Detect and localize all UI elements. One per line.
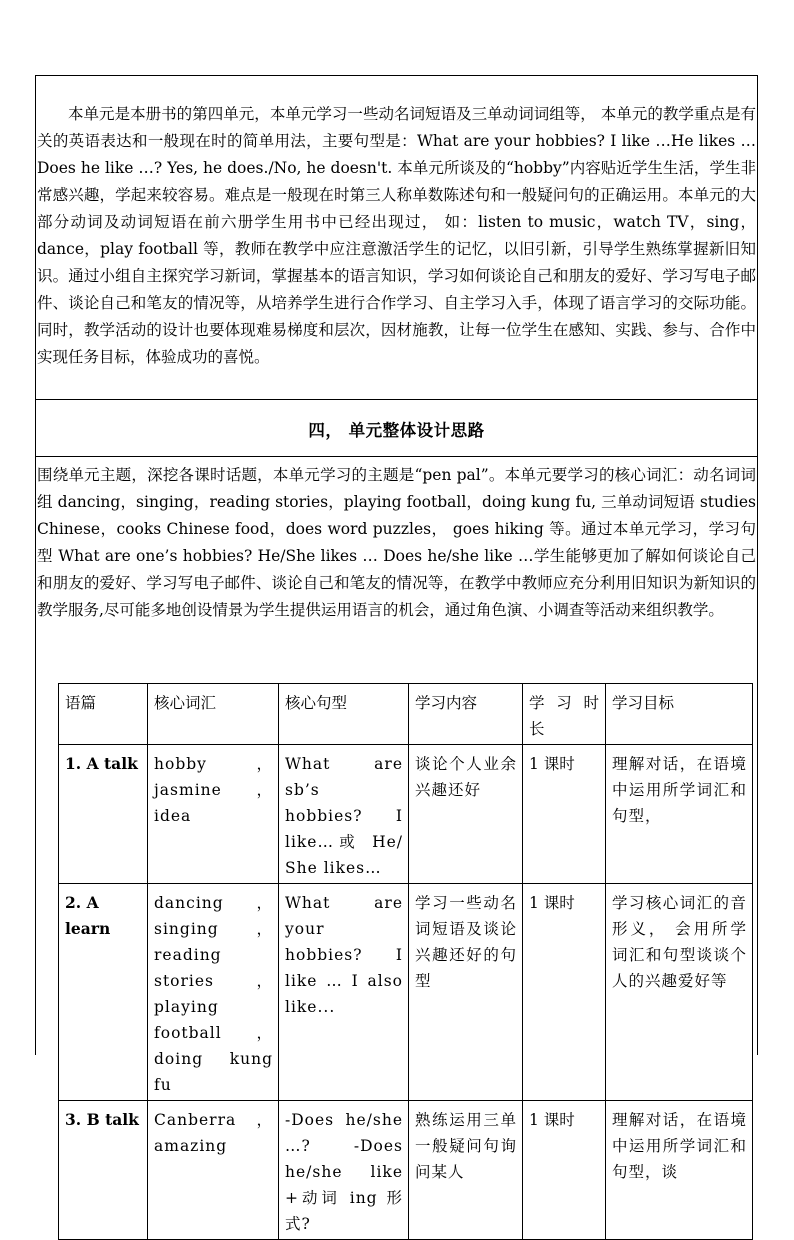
lesson-plan-table [58, 683, 753, 1240]
core-vocab: dancing ， singing ， reading stories，playing football，doing kung fu [148, 884, 279, 1101]
intro-section [36, 76, 757, 400]
header-cell: 语篇 [59, 684, 148, 745]
learning-goal: 理解对话，在语境中运用所学词汇和句型， [606, 745, 753, 884]
design-paragraph: 围绕单元主题，深挖各课时话题，本单元学习的主题是“pen pal”。本单元要学习的核心词汇：动名词词组 dancing，singing，reading stories，playing football，doing kung fu, 三单动词短语 studies Chinese，cooks Chinese food，does word puzzles， goes hiking 等。通过本单元学习，学习句型 What are one’s hobbies? He/She likes … Does he/she like …学生能够更加了解如何谈论自己和朋友的爱好、学习写电子邮件、谈论自己和笔友的情况等，在教学中教师应充分利用旧知识为新知识的教学服务,尽可能多地创设情景为学生提供运用语言的机会，通过角色演、小调查等活动来组织教学。 [37, 466, 756, 619]
header-cell: 学习内容 [409, 684, 523, 745]
lesson-title: 3. B talk [59, 1101, 148, 1240]
header-cell: 核心词汇 [148, 684, 279, 745]
header-cell: 核心句型 [279, 684, 409, 745]
header-cell: 学习目标 [606, 684, 753, 745]
learning-content: 学习一些动名词短语及谈论兴趣还好的句型 [409, 884, 523, 1101]
section-heading: 四， 单元整体设计思路 [308, 421, 485, 440]
design-section [36, 457, 757, 1233]
core-sentence: What are sb’s hobbies? I like…或 He/ She likes… [279, 745, 409, 884]
learning-content: 熟练运用三单一般疑问句询问某人 [409, 1101, 523, 1240]
intro-paragraph: 本单元是本册书的第四单元，本单元学习一些动名词短语及三单动词词组等， 本单元的教学重点是有关的英语表达和一般现在时的简单用法，主要句型是：What are your hobbies? I like …He likes … Does he like …? Yes, he does./No, he doesn't. 本单元所谈及的“hobby”内容贴近学生生活，学生非常感兴趣，学起来较容易。难点是一般现在时第三人称单数陈述句和一般疑问句的正确运用。本单元的大部分动词及动词短语在前六册学生用书中已经出现过， 如：listen to music，watch TV，sing，dance，play football 等，教师在教学中应注意激活学生的记忆，以旧引新，引导学生熟练掌握新旧知识。通过小组自主探究学习新词，掌握基本的语言知识，学习如何谈论自己和朋友的爱好、学习写电子邮件、谈论自己和笔友的情况等，从培养学生进行合作学习、自主学习入手，体现了语言学习的交际功能。同时，教学活动的设计也要体现难易梯度和层次，因材施教，让每一位学生在感知、实践、参与、合作中实现任务目标，体验成功的喜悦。 [37, 105, 756, 366]
duration: 1 课时 [523, 745, 606, 884]
lesson-title: 2. A learn [59, 884, 148, 1101]
document-frame [35, 75, 758, 1233]
duration: 1 课时 [523, 1101, 606, 1240]
table-row [59, 745, 753, 884]
learning-content: 谈论个人业余兴趣还好 [409, 745, 523, 884]
section-heading-row [36, 400, 757, 457]
table-header-row [59, 684, 753, 745]
header-cell: 学 习 时 长 [523, 684, 606, 745]
core-sentence: What are your hobbies? I like … I also like... [279, 884, 409, 1101]
learning-goal: 学习核心词汇的音形义， 会用所学词汇和句型谈谈个人的兴趣爱好等 [606, 884, 753, 1101]
core-vocab: hobby ， jasmine ， idea [148, 745, 279, 884]
core-sentence: -Does he/she …? -Does he/she like +动词 ing 形式? [279, 1101, 409, 1240]
duration: 1 课时 [523, 884, 606, 1101]
learning-goal: 理解对话，在语境中运用所学词汇和句型，谈 [606, 1101, 753, 1240]
table-row [59, 884, 753, 1101]
core-vocab: Canberra ， amazing [148, 1101, 279, 1240]
lesson-title: 1. A talk [59, 745, 148, 884]
table-row [59, 1101, 753, 1240]
